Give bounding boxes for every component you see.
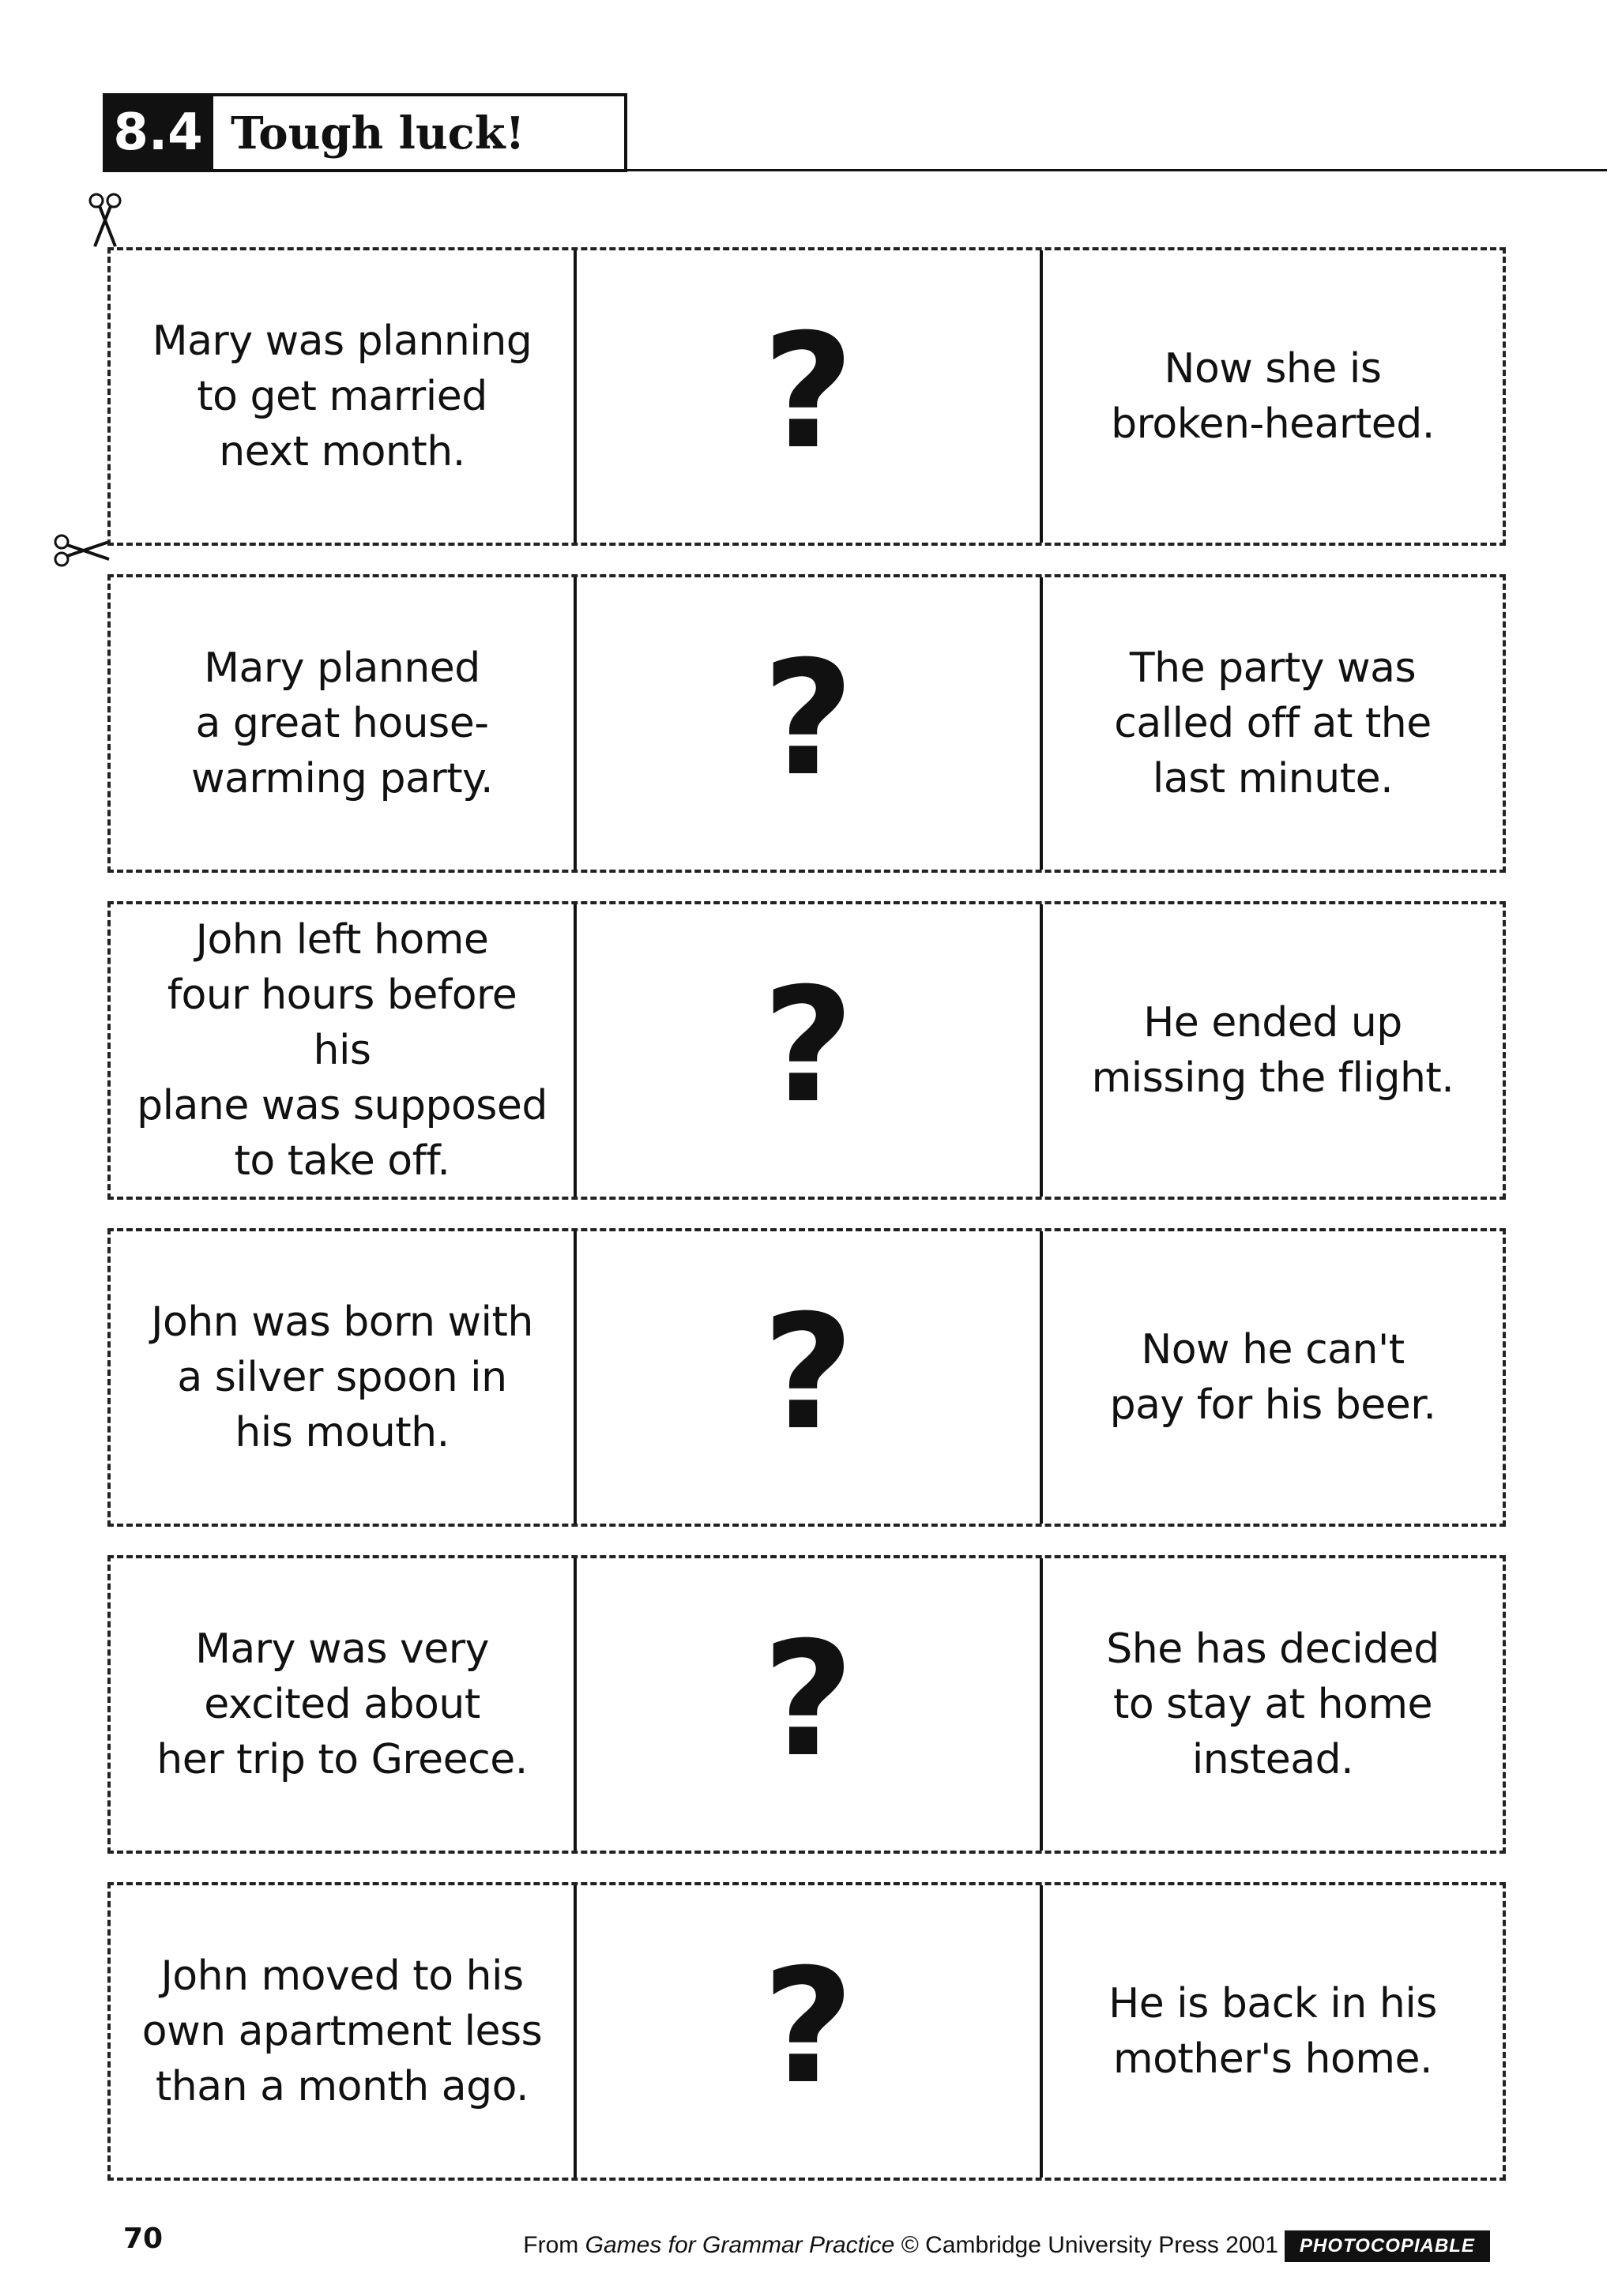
- card-row: [107, 1555, 1506, 1854]
- copyright-credit: [523, 2232, 1278, 2259]
- result-card: [1043, 1231, 1503, 1524]
- section-number: 8.4: [103, 93, 213, 172]
- page-number: 70: [123, 2223, 164, 2255]
- card-row: [107, 901, 1506, 1200]
- question-mark: ?: [762, 1935, 854, 2119]
- result-card: [1043, 1558, 1503, 1851]
- cause-text: John was born with a silver spoon in his mouth.: [151, 1298, 533, 1456]
- cause-card: [111, 250, 577, 543]
- page-title: Tough luck!: [231, 107, 525, 160]
- cause-card: [111, 1558, 577, 1851]
- title-rule: [627, 169, 1607, 171]
- blank-card: [577, 904, 1043, 1197]
- cause-text: John moved to his own apartment less than a month ago.: [141, 1952, 543, 2110]
- result-text: Now she is broken-hearted.: [1111, 345, 1435, 448]
- card-row: [107, 247, 1506, 546]
- blank-card: [577, 1231, 1043, 1524]
- scissors-icon: [85, 193, 125, 250]
- credit-suffix: © Cambridge University Press 2001: [894, 2232, 1278, 2258]
- result-text: He ended up missing the flight.: [1091, 999, 1454, 1102]
- result-text: The party was called off at the last minute.: [1114, 644, 1432, 802]
- result-text: He is back in his mother's home.: [1108, 1980, 1437, 2083]
- result-text: She has decided to stay at home instead.: [1106, 1625, 1439, 1783]
- question-mark: ?: [762, 300, 854, 484]
- result-card: [1043, 904, 1503, 1197]
- result-card: [1043, 577, 1503, 870]
- question-mark: ?: [762, 1281, 854, 1465]
- card-row: [107, 1882, 1506, 2181]
- credit-prefix: From: [523, 2232, 585, 2258]
- blank-card: [577, 1885, 1043, 2178]
- cause-card: [111, 577, 577, 870]
- blank-card: [577, 250, 1043, 543]
- question-mark: ?: [762, 1608, 854, 1792]
- blank-card: [577, 577, 1043, 870]
- question-mark: ?: [762, 627, 854, 811]
- section-header: [103, 93, 1501, 172]
- card-row: [107, 1228, 1506, 1527]
- cause-card: [111, 904, 577, 1197]
- photocopiable-badge: PHOTOCOPIABLE: [1285, 2230, 1490, 2262]
- question-mark: ?: [762, 954, 854, 1138]
- title-box: [213, 93, 627, 172]
- cause-text: Mary was very excited about her trip to Greece.: [156, 1625, 528, 1783]
- cause-text: Mary was planning to get married next month.: [152, 318, 532, 475]
- card-row: [107, 574, 1506, 873]
- book-title: Games for Grammar Practice: [585, 2232, 895, 2258]
- scissors-icon: [52, 531, 112, 570]
- cause-text: John left home four hours before his plane was supposed to take off.: [137, 916, 547, 1185]
- cause-card: [111, 1885, 577, 2178]
- cause-card: [111, 1231, 577, 1524]
- blank-card: [577, 1558, 1043, 1851]
- result-card: [1043, 1885, 1503, 2178]
- cause-text: Mary planned a great house- warming party.: [191, 644, 493, 802]
- result-card: [1043, 250, 1503, 543]
- result-text: Now he can't pay for his beer.: [1109, 1326, 1436, 1429]
